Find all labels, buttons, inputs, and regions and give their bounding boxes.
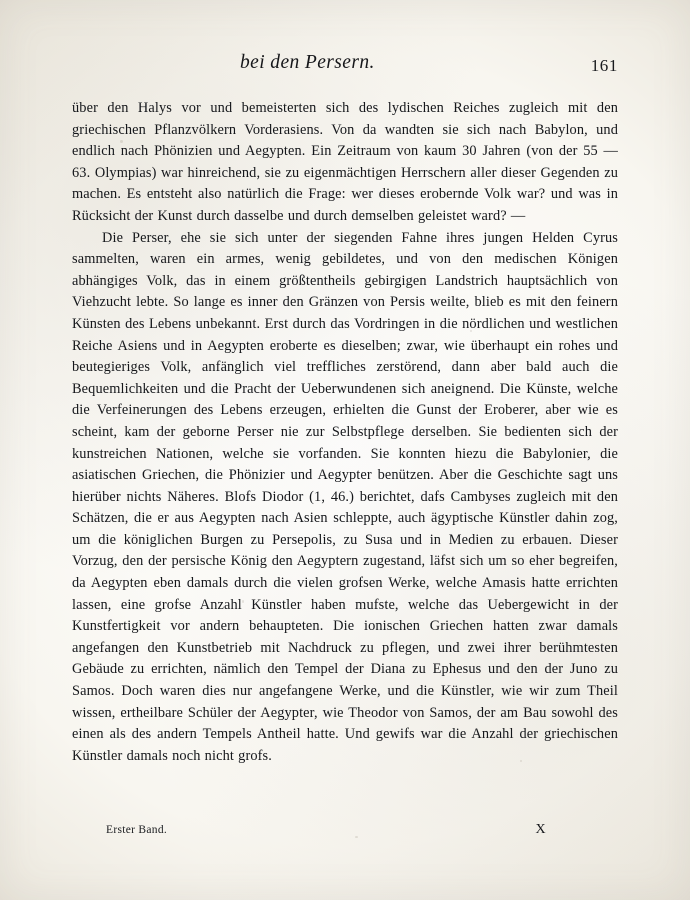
body-text bbox=[72, 98, 618, 767]
page-number: 161 bbox=[590, 56, 618, 75]
page-header bbox=[72, 52, 618, 86]
page-footer bbox=[72, 816, 618, 836]
sheet-signature-mark: X bbox=[535, 822, 546, 837]
paragraph-1: über den Halys vor und bemeisterten sich des lydischen Reiches zugleich mit den griechischen Pflanzvölkern Vorderasiens. Von da wandten sie sich nach Babylon, und endlich nach Phönizien und Aegypten. Ein Zeitraum von kaum 30 Jahren (von der 55 — 63. Olympias) war hinreichend, sie zu eigenmächtigen Herrschern aller dieser Gegenden zu machen. Es entsteht also natürlich die Frage: wer dieses erobernde Volk war? und was in Rücksicht der Kunst durch dasselbe und durch demselben geleistet ward? — bbox=[72, 100, 618, 224]
text-block bbox=[72, 52, 618, 842]
volume-signature: Erster Band. bbox=[106, 824, 168, 836]
running-head: bei den Persern. bbox=[240, 52, 375, 73]
paragraph-2: Die Perser, ehe sie sich unter der siegenden Fahne ihres jungen Helden Cyrus sammelten, waren ein armes, wenig gebildetes, und von den medischen Königen abhängiges Volk, das in einem größtentheils gebirgigen Landstrich hauptsächlich von Viehzucht lebte. So lange es inner den Gränzen von Persis weilte, blieb es mit den feinern Künsten des Lebens unbekannt. Erst durch das Vordringen in die nördlichen und westlichen Reiche Asiens und in Aegypten eroberte es dieselben; zwar, wie überhaupt ein rohes und beutegieriges Volk, anfänglich viel treffliches zerstörend, dann aber bald auch die Bequemlichkeiten und die Pracht der Ueberwundenen sich aneignend. Die Künste, welche die Verfeinerungen des Lebens erzeugen, erhielten die Gunst der Eroberer, aber wie es scheint, kam der geborne Perser nie zur Selbstpflege derselben. Sie bedienten sich der kunstreichen Nationen, welche sie vorfanden. Sie konnten hiezu die Babylonier, die asiatischen Griechen, die Phönizier und Aegypter benützen. Aber die Geschichte sagt uns hierüber nichts Näheres. Blofs Diodor (1, 46.) berichtet, dafs Cambyses zugleich mit den Schätzen, die er aus Aegypten nach Asien schleppte, auch ägyptische Künstler dahin zog, um die königlichen Burgen zu Persepolis, zu Susa und in Medien zu erbauen. Dieser Vorzug, den der persische König den Aegyptern zugestand, läfst sich um so eher begreifen, da Aegypten eben damals durch die vielen grofsen Werke, welche Amasis hatte errichten lassen, eine grofse Anzahl Künstler haben mufste, welche das Uebergewicht in der Kunstfertigkeit vor andern behaupteten. Die ionischen Griechen hatten zwar damals angefangen den Kunstbetrieb mit Nachdruck zu pflegen, und zwei ihrer berühmtesten Gebäude zu errichten, nämlich den Tempel der Diana zu Ephesus und den der Juno zu Samos. Doch waren dies nur angefangene Werke, und die Künstler, wie wir zum Theil wissen, ertheilbare Schüler der Aegypter, wie Theodor von Samos, der am Bau sowohl des einen als des andern Tempels Antheil hatte. Und gewifs war die Anzahl der griechischen Künstler damals noch nicht grofs. bbox=[72, 229, 618, 764]
